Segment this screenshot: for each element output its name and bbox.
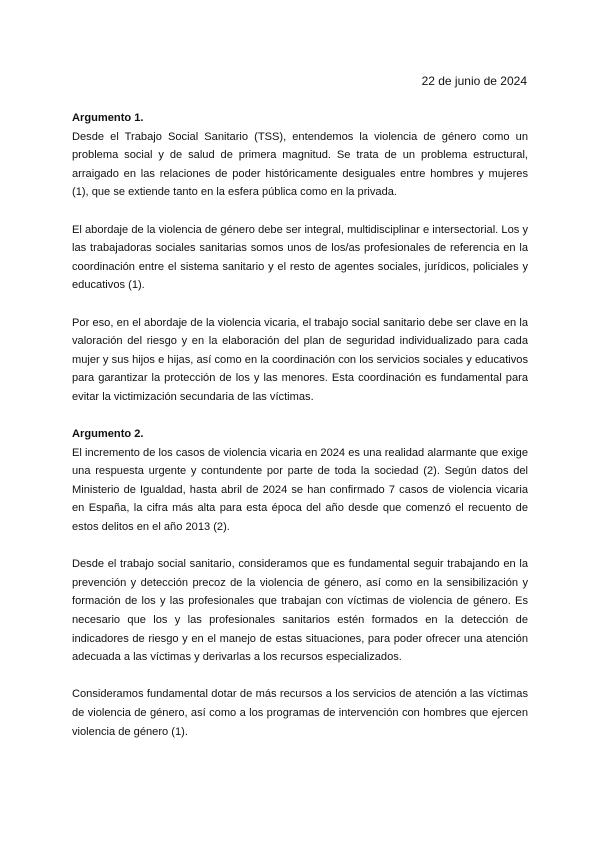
paragraph: Desde el trabajo social sanitario, consideramos que es fundamental seguir trabajando en la prevención y detección precoz de la violencia de género, así como en la sensibilización y formación de los y las profesionales que trabajan con víctimas de violencia de género. Es necesario que los y las profesionales sanitarios estén formados en la detección de indicadores de riesgo y en el manejo de estas situaciones, para poder ofrecer una atención adecuada a las víctimas y derivarlas a los recursos especializados. xyxy=(72,558,528,664)
paragraph: Por eso, en el abordaje de la violencia vicaria, el trabajo social sanitario debe ser clave en la valoración del riesgo y en la elaboración del plan de seguridad individualizado para cada mujer y sus hijos e hijas, así como en la coordinación con los servicios sociales y educativos para garantizar la protección de los y las menores. Esta coordinación es fundamental para evitar la victimización secundaria de las víctimas. xyxy=(72,316,528,403)
paragraph: El incremento de los casos de violencia vicaria en 2024 es una realidad alarmante que exige una respuesta urgente y contundente por parte de toda la sociedad (2). Según datos del Ministerio de Igualdad, hasta abril de 2024 se han confirmado 7 casos de violencia vicaria en España, la cifra más alta para esta época del año desde que comenzó el recuento de estos delitos en el año 2013 (2). xyxy=(72,446,528,534)
section-title: Argumento 2. xyxy=(72,428,144,441)
document-date: 22 de junio de 2024 xyxy=(421,74,527,88)
paragraph: Consideramos fundamental dotar de más recursos a los servicios de atención a las víctimas de violencia de género, así como a los programas de intervención con hombres que ejercen violencia de género (1). xyxy=(72,688,528,738)
paragraph: El abordaje de la violencia de género debe ser integral, multidisciplinar e intersectorial. Los y las trabajadoras sociales sanitarias somos unos de los/as profesionales de referencia en la coordinación entre el sistema sanitario y el resto de agentes sociales, jurídicos, policiales y educativos (1). xyxy=(72,223,528,292)
section-argumento-2 xyxy=(72,425,528,741)
section-title: Argumento 1. xyxy=(72,112,144,124)
paragraph: Desde el Trabajo Social Sanitario (TSS), entendemos la violencia de género como un problema social y de salud de primera magnitud. Se trata de un problema estructural, arraigado en las relaciones de poder históricamente desiguales entre hombres y mujeres (1), que se extiende tanto en la esfera pública como en la privada. xyxy=(72,130,528,199)
document-body xyxy=(72,109,528,741)
section-argumento-1 xyxy=(72,109,528,407)
